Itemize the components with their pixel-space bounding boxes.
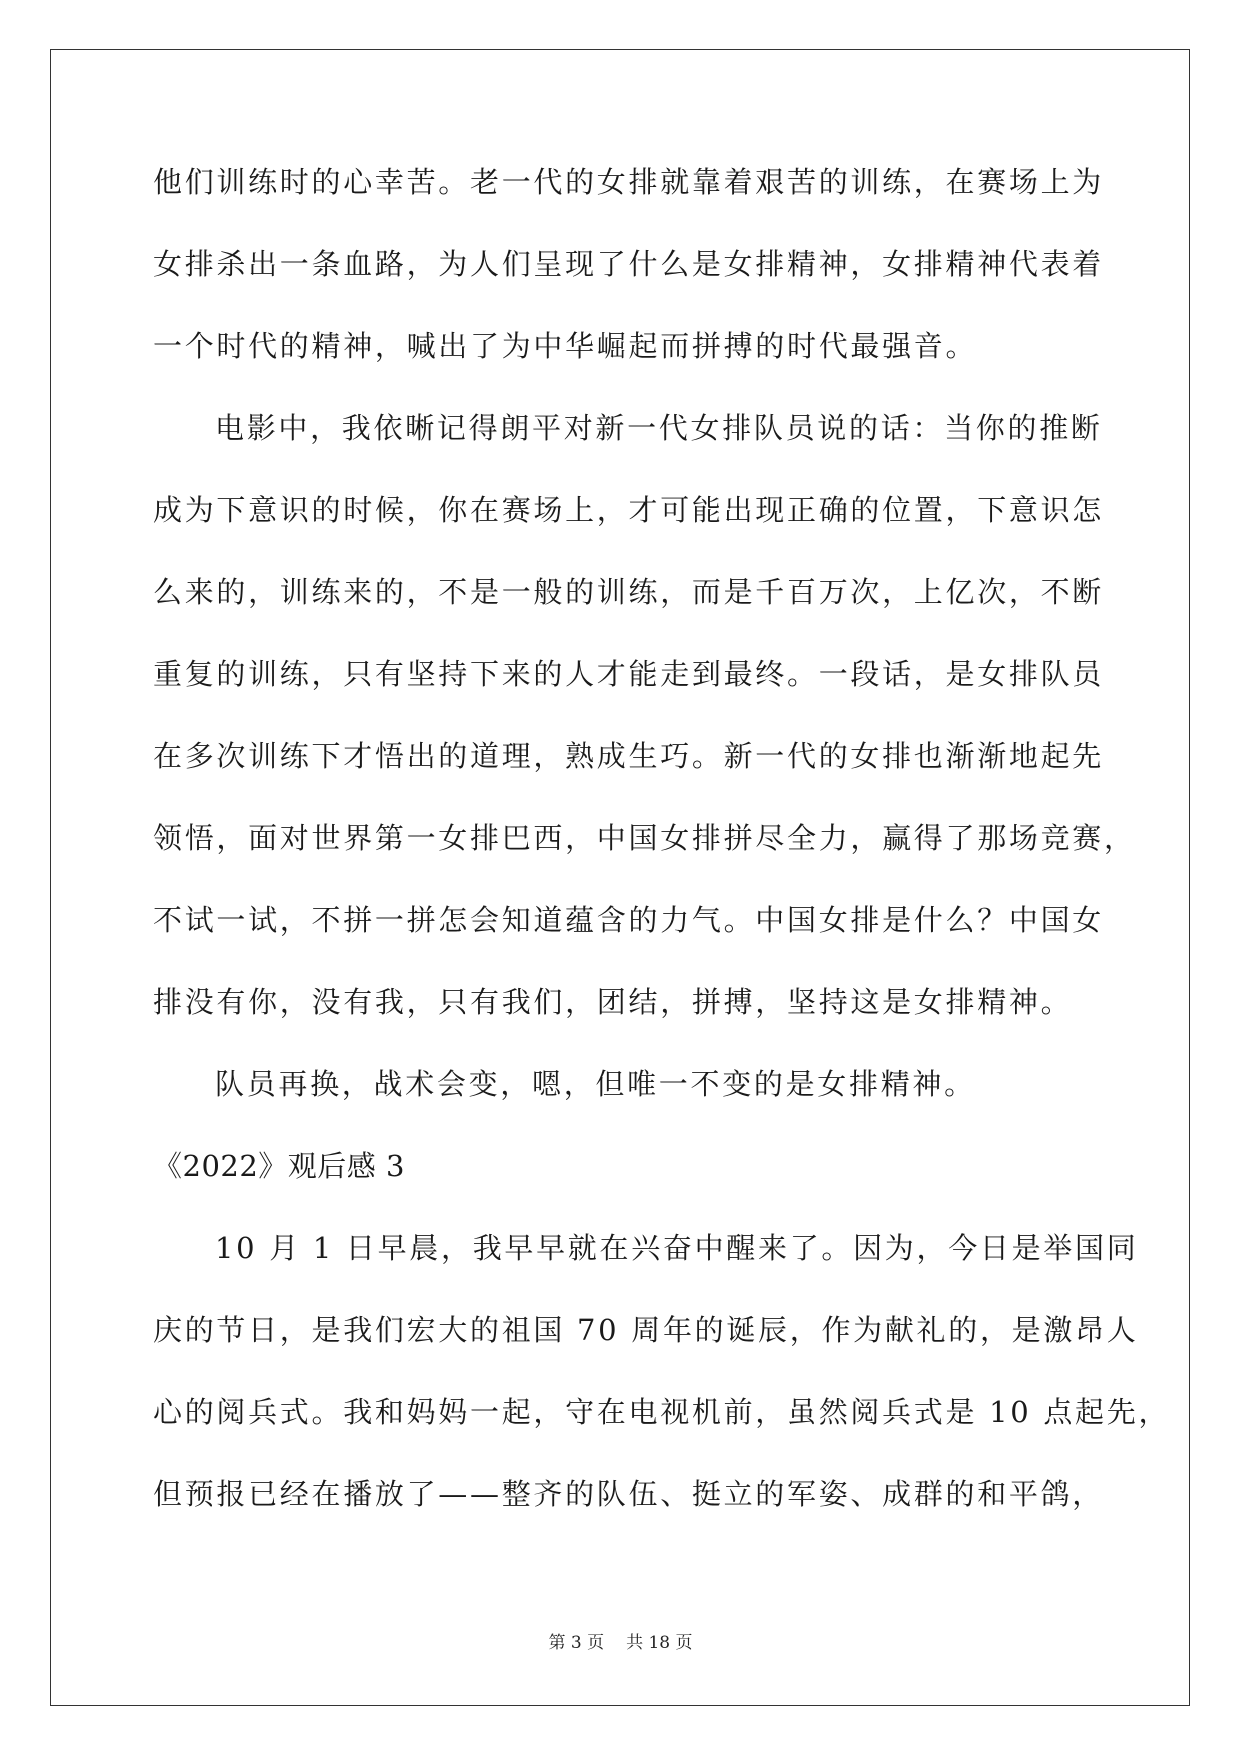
section-heading: 《2022》观后感 3 — [153, 1149, 405, 1183]
paragraph-line: 不试一试，不拼一拼怎会知道蕴含的力气。中国女排是什么？中国女 — [153, 903, 1105, 937]
paragraph-line: 重复的训练，只有坚持下来的人才能走到最终。一段话，是女排队员 — [153, 657, 1105, 691]
page-total: 共 18 页 — [626, 1633, 693, 1653]
paragraph-line: 庆的节日，是我们宏大的祖国 70 周年的诞辰，作为献礼的，是激昂人 — [153, 1313, 1139, 1347]
document-body — [153, 160, 1171, 1554]
paragraph-line: 成为下意识的时候，你在赛场上，才可能出现正确的位置，下意识怎 — [153, 493, 1105, 527]
page-number: 第 3 页 — [548, 1633, 605, 1653]
paragraph-line: 领悟，面对世界第一女排巴西，中国女排拼尽全力，赢得了那场竞赛， — [153, 821, 1136, 855]
paragraph-line: 心的阅兵式。我和妈妈一起，守在电视机前，虽然阅兵式是 10 点起先， — [153, 1395, 1171, 1429]
paragraph-line: 10 月 1 日早晨，我早早就在兴奋中醒来了。因为，今日是举国同 — [215, 1231, 1139, 1265]
paragraph-line: 队员再换，战术会变，嗯，但唯一不变的是女排精神。 — [215, 1067, 976, 1101]
paragraph-line: 女排杀出一条血路，为人们呈现了什么是女排精神，女排精神代表着 — [153, 247, 1105, 281]
paragraph-line: 他们训练时的心幸苦。老一代的女排就靠着艰苦的训练，在赛场上为 — [153, 165, 1105, 199]
paragraph-line: 么来的，训练来的，不是一般的训练，而是千百万次，上亿次，不断 — [153, 575, 1105, 609]
page-footer — [0, 1628, 1241, 1653]
paragraph-line: 但预报已经在播放了——整齐的队伍、挺立的军姿、成群的和平鸽， — [153, 1477, 1105, 1511]
paragraph-line: 电影中，我依晰记得朗平对新一代女排队员说的话：当你的推断 — [215, 411, 1103, 445]
paragraph-line: 排没有你，没有我，只有我们，团结，拼搏，坚持这是女排精神。 — [153, 985, 1073, 1019]
paragraph-line: 在多次训练下才悟出的道理，熟成生巧。新一代的女排也渐渐地起先 — [153, 739, 1105, 773]
paragraph-line: 一个时代的精神，喊出了为中华崛起而拼搏的时代最强音。 — [153, 329, 978, 363]
